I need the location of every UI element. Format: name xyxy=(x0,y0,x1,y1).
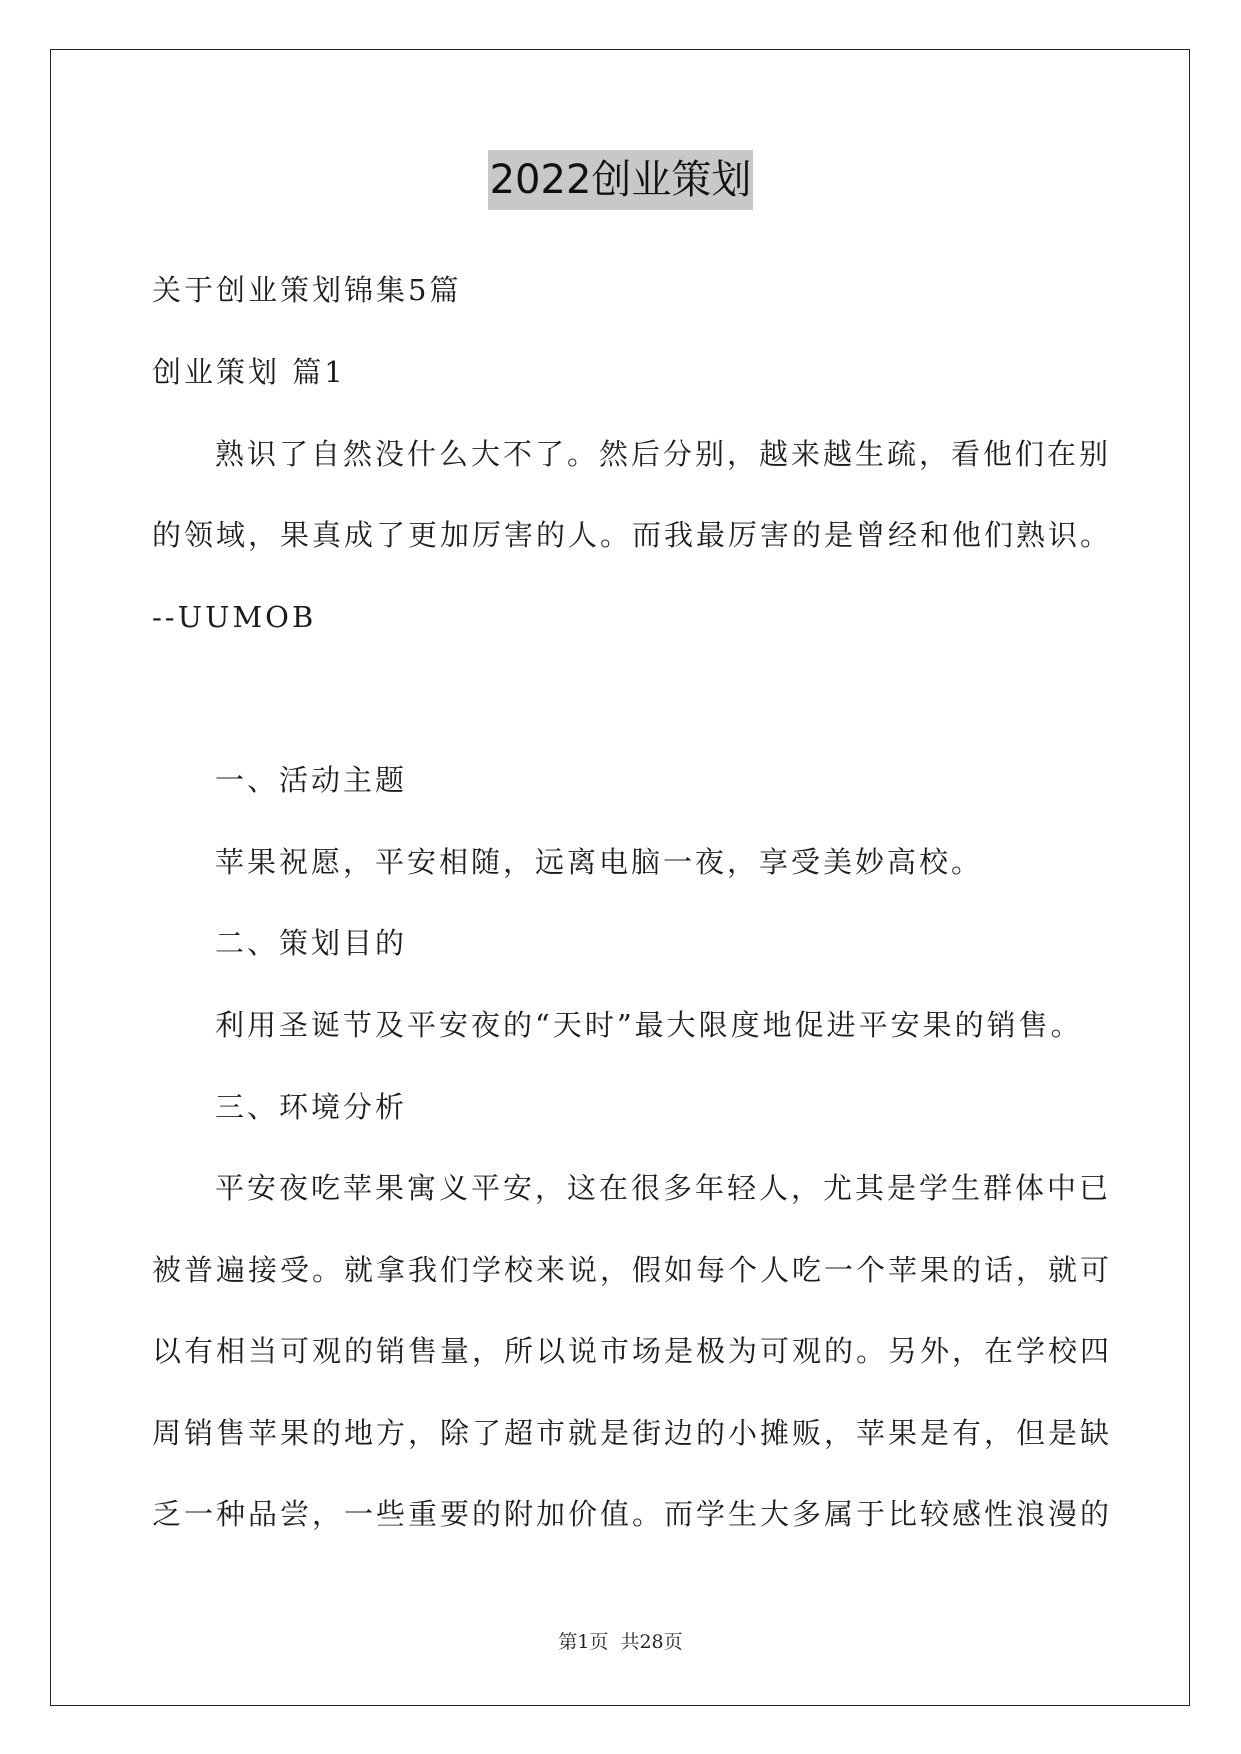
title-container xyxy=(0,150,1241,210)
paragraph-line: 乏一种品尝，一些重要的附加价值。而学生大多属于比较感性浪漫的 xyxy=(152,1497,1113,1531)
section-heading: 创业策划 篇1 xyxy=(152,355,346,389)
document-title: 2022创业策划 xyxy=(488,150,754,210)
heading-planning-purpose: 二、策划目的 xyxy=(215,926,408,960)
paragraph-line: 熟识了自然没什么大不了。然后分别，越来越生疏，看他们在别 xyxy=(215,437,1112,471)
intro-text: 关于创业策划锦集5篇 xyxy=(152,273,462,307)
source-attribution: --UUMOB xyxy=(152,600,317,634)
page-number: 第1页 xyxy=(558,1631,609,1653)
paragraph-line: 的领域，果真成了更加厉害的人。而我最厉害的是曾经和他们熟识。 xyxy=(152,518,1113,552)
paragraph-line: 平安夜吃苹果寓义平安，这在很多年轻人，尤其是学生群体中已 xyxy=(215,1171,1112,1205)
paragraph-line: 周销售苹果的地方，除了超市就是街边的小摊贩，苹果是有，但是缺 xyxy=(152,1416,1113,1450)
paragraph-line: 利用圣诞节及平安夜的“天时”最大限度地促进平安果的销售。 xyxy=(215,1008,1083,1042)
total-pages: 共28页 xyxy=(620,1631,683,1653)
paragraph-line: 被普遍接受。就拿我们学校来说，假如每个人吃一个苹果的话，就可 xyxy=(152,1253,1113,1287)
heading-environment-analysis: 三、环境分析 xyxy=(215,1090,408,1124)
paragraph-line: 以有相当可观的销售量，所以说市场是极为可观的。另外，在学校四 xyxy=(152,1334,1113,1368)
page-footer xyxy=(0,1627,1241,1654)
paragraph-line: 苹果祝愿，平安相随，远离电脑一夜，享受美妙高校。 xyxy=(215,845,984,879)
heading-activity-theme: 一、活动主题 xyxy=(215,763,408,797)
